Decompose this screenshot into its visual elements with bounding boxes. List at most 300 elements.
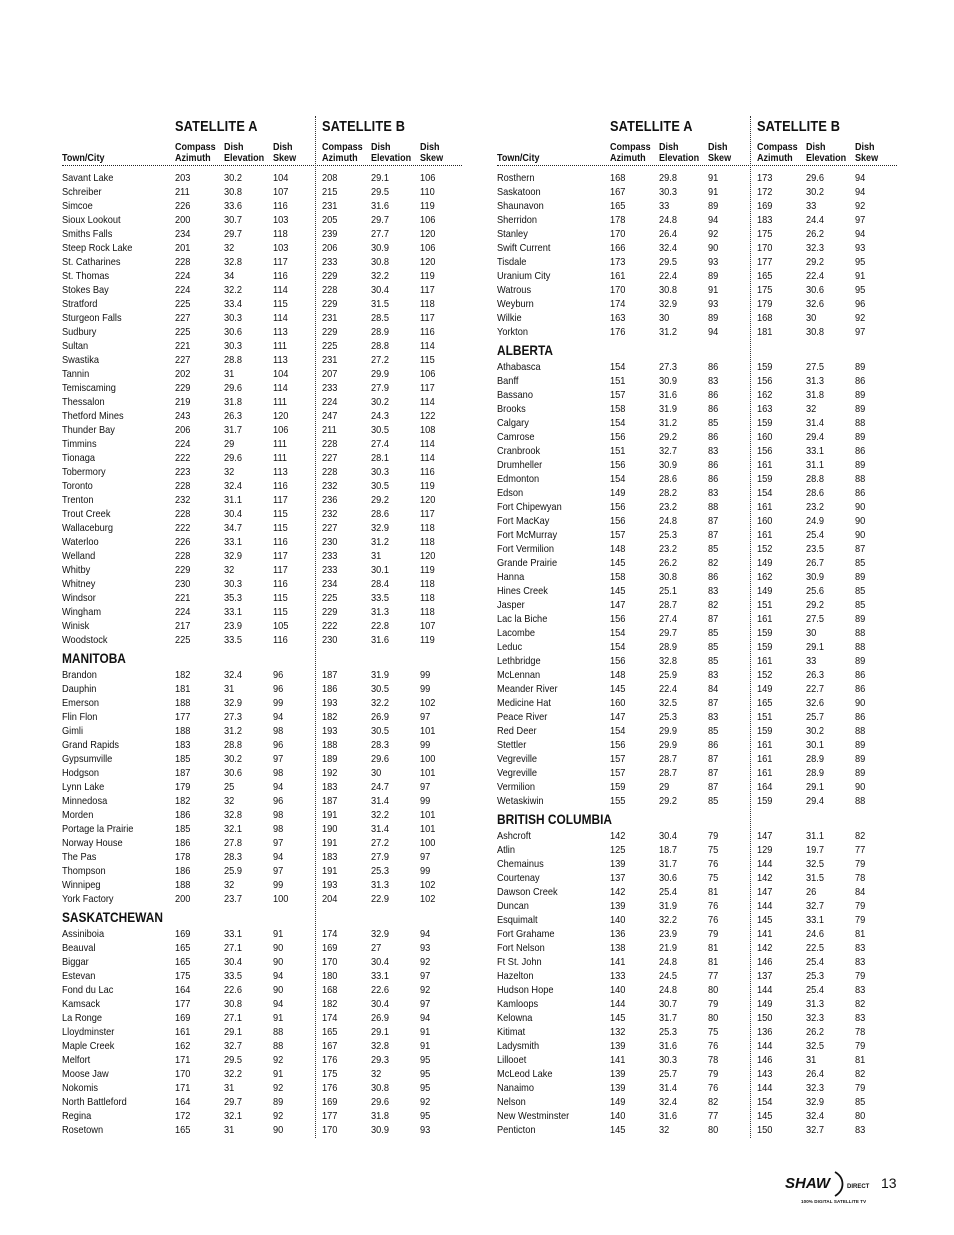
dish-elevation-a: 26.3 (224, 410, 242, 422)
compass-azimuth-b: 233 (322, 382, 338, 394)
town-name: Jasper (497, 599, 525, 611)
town-name: Fort Grahame (497, 928, 555, 940)
town-name: Peace River (497, 711, 548, 723)
dish-skew-a: 81 (708, 956, 719, 968)
dish-elevation-a: 32.9 (224, 550, 242, 562)
dish-elevation-a: 30.6 (224, 767, 242, 779)
dish-skew-a: 92 (708, 228, 719, 240)
dish-elevation-a-header: Dish Elevation (659, 141, 700, 164)
dish-skew-b: 92 (420, 984, 431, 996)
compass-azimuth-a: 136 (610, 928, 626, 940)
dish-skew-b: 89 (855, 431, 866, 443)
town-name: Kamsack (62, 998, 101, 1010)
province-label: BRITISH COLUMBIA (497, 811, 613, 827)
dish-elevation-b: 28.6 (806, 487, 824, 499)
table-row (497, 311, 897, 325)
table-row (497, 955, 897, 969)
dish-elevation-b: 28.1 (371, 452, 389, 464)
dish-skew-b: 97 (855, 214, 866, 226)
town-name: Kitimat (497, 1026, 526, 1038)
compass-azimuth-b: 225 (322, 592, 338, 604)
compass-azimuth-a: 165 (175, 956, 191, 968)
dish-elevation-b: 30.3 (371, 466, 389, 478)
compass-azimuth-b: 211 (322, 424, 337, 436)
dish-skew-a: 88 (273, 1026, 284, 1038)
dish-elevation-b: 30.5 (371, 480, 389, 492)
province-label: MANITOBA (62, 650, 126, 666)
compass-azimuth-a: 224 (175, 284, 191, 296)
dish-skew-b: 97 (420, 781, 431, 793)
dish-skew-a: 75 (708, 872, 719, 884)
dish-elevation-b: 29.6 (806, 172, 824, 184)
compass-azimuth-a: 154 (610, 641, 626, 653)
dish-skew-a: 90 (273, 956, 284, 968)
table-row (497, 654, 897, 668)
table-row (62, 437, 462, 451)
dish-skew-b: 96 (855, 298, 866, 310)
table-row (497, 472, 897, 486)
town-name: Welland (62, 550, 96, 562)
dish-skew-b: 100 (420, 837, 436, 849)
province-label: SASKATCHEWAN (62, 909, 163, 925)
dish-skew-b: 79 (855, 970, 866, 982)
town-name: Stettler (497, 739, 527, 751)
compass-azimuth-b-header: Compass Azimuth (322, 141, 363, 164)
compass-azimuth-b: 137 (757, 970, 773, 982)
dish-elevation-a: 32.8 (659, 655, 677, 667)
town-name: Dawson Creek (497, 886, 558, 898)
dish-skew-a: 92 (273, 1054, 284, 1066)
compass-azimuth-b: 231 (322, 312, 338, 324)
table-row (497, 927, 897, 941)
dish-elevation-b: 24.3 (371, 410, 389, 422)
dish-elevation-b-header: Dish Elevation (371, 141, 412, 164)
dish-elevation-b: 32.2 (371, 270, 389, 282)
table-row (497, 227, 897, 241)
dish-elevation-a: 31.7 (659, 1012, 677, 1024)
dish-elevation-a: 30.6 (659, 872, 677, 884)
compass-azimuth-a: 243 (175, 410, 191, 422)
town-name: Sturgeon Falls (62, 312, 122, 324)
compass-azimuth-a: 168 (610, 172, 626, 184)
dish-elevation-b: 30.2 (806, 725, 824, 737)
compass-azimuth-b: 204 (322, 893, 338, 905)
compass-azimuth-b: 170 (322, 956, 338, 968)
dish-elevation-a: 33.4 (224, 298, 242, 310)
dish-skew-a: 79 (708, 1068, 719, 1080)
dish-elevation-a: 29.7 (224, 228, 242, 240)
dish-elevation-b: 26 (806, 886, 817, 898)
dish-skew-b: 117 (420, 312, 435, 324)
table-row (62, 1095, 462, 1109)
town-name: Winisk (62, 620, 90, 632)
dish-elevation-a: 22.6 (224, 984, 242, 996)
table-row (62, 808, 462, 822)
table-row (497, 402, 897, 416)
town-name: Wallaceburg (62, 522, 114, 534)
dish-skew-b: 92 (855, 312, 866, 324)
dish-elevation-b: 31.4 (371, 795, 389, 807)
table-row (497, 255, 897, 269)
dish-elevation-b: 33 (806, 655, 817, 667)
dish-skew-a: 75 (708, 844, 719, 856)
town-name: Gimli (62, 725, 84, 737)
dish-skew-b: 94 (855, 172, 866, 184)
dish-elevation-a: 29.2 (659, 795, 677, 807)
dish-skew-b: 95 (420, 1110, 431, 1122)
compass-azimuth-b: 229 (322, 326, 338, 338)
dish-elevation-b: 19.7 (806, 844, 824, 856)
compass-azimuth-b: 149 (757, 585, 773, 597)
dish-skew-b: 106 (420, 242, 436, 254)
table-row (62, 255, 462, 269)
satellite-b-title: SATELLITE B (757, 118, 841, 135)
dish-elevation-b: 30.9 (371, 242, 389, 254)
dish-elevation-a: 31.7 (224, 424, 242, 436)
dish-skew-a: 80 (708, 1012, 719, 1024)
town-name: Lacombe (497, 627, 536, 639)
compass-azimuth-a: 221 (175, 340, 191, 352)
compass-azimuth-b: 180 (322, 970, 338, 982)
dish-skew-a: 88 (273, 1040, 284, 1052)
dish-skew-b: 94 (855, 186, 866, 198)
dish-elevation-b: 33.1 (806, 445, 824, 457)
compass-azimuth-b: 175 (757, 284, 773, 296)
compass-azimuth-a: 142 (610, 830, 626, 842)
dish-elevation-a: 30.4 (224, 508, 242, 520)
dish-elevation-a: 25.9 (659, 669, 677, 681)
compass-azimuth-b: 167 (322, 1040, 338, 1052)
table-row (497, 374, 897, 388)
dish-elevation-a: 28.7 (659, 767, 677, 779)
compass-azimuth-a: 156 (610, 739, 626, 751)
compass-azimuth-b: 161 (757, 739, 773, 751)
compass-azimuth-a: 224 (175, 438, 191, 450)
dish-skew-a: 98 (273, 809, 284, 821)
dish-elevation-b: 28.9 (806, 767, 824, 779)
compass-azimuth-a: 188 (175, 879, 191, 891)
table-row (497, 1053, 897, 1067)
compass-azimuth-a: 142 (610, 886, 626, 898)
table-row (62, 241, 462, 255)
dish-skew-b: 83 (855, 1124, 866, 1136)
dish-elevation-a: 32.4 (659, 1096, 677, 1108)
dish-skew-a: 94 (273, 998, 284, 1010)
dish-skew-b: 102 (420, 697, 436, 709)
dish-elevation-a: 26.2 (659, 557, 677, 569)
dish-skew-a: 96 (273, 669, 284, 681)
dish-elevation-b: 27.9 (371, 851, 389, 863)
dish-skew-b: 85 (855, 585, 866, 597)
compass-azimuth-b: 142 (757, 872, 773, 884)
town-name: Fort Chipewyan (497, 501, 562, 513)
dish-skew-b-header: Dish Skew (420, 141, 444, 164)
town-name: Hudson Hope (497, 984, 554, 996)
dish-skew-a: 86 (708, 389, 719, 401)
compass-azimuth-a: 169 (175, 1012, 191, 1024)
province-heading (62, 906, 462, 927)
compass-azimuth-a: 165 (610, 200, 626, 212)
dish-skew-a: 76 (708, 858, 719, 870)
compass-azimuth-b: 224 (322, 396, 338, 408)
compass-azimuth-a: 200 (175, 893, 191, 905)
table-row (62, 479, 462, 493)
compass-azimuth-a: 186 (175, 837, 191, 849)
town-name: Minnedosa (62, 795, 108, 807)
dish-skew-b: 83 (855, 942, 866, 954)
dish-elevation-a: 24.8 (659, 515, 677, 527)
town-name: Athabasca (497, 361, 541, 373)
compass-azimuth-b: 149 (757, 557, 773, 569)
dish-skew-a: 85 (708, 543, 719, 555)
table-row (62, 185, 462, 199)
compass-azimuth-a: 230 (175, 578, 191, 590)
dish-skew-a: 90 (273, 942, 284, 954)
table-row (62, 493, 462, 507)
dish-skew-b: 80 (855, 1110, 866, 1122)
table-row (62, 738, 462, 752)
table-row (62, 367, 462, 381)
compass-azimuth-b: 186 (322, 683, 338, 695)
dish-skew-b: 119 (420, 480, 435, 492)
compass-azimuth-b: 232 (322, 508, 338, 520)
town-name: Banff (497, 375, 519, 387)
compass-azimuth-b: 161 (757, 655, 773, 667)
compass-azimuth-b: 228 (322, 284, 338, 296)
dish-skew-b: 95 (420, 1068, 431, 1080)
compass-azimuth-a: 151 (610, 445, 626, 457)
compass-azimuth-a: 181 (175, 683, 191, 695)
dish-elevation-a: 31 (224, 368, 235, 380)
compass-azimuth-a: 155 (610, 795, 626, 807)
dish-skew-b: 90 (855, 515, 866, 527)
town-name: Swift Current (497, 242, 551, 254)
dish-skew-a: 85 (708, 795, 719, 807)
compass-azimuth-a: 145 (610, 557, 626, 569)
dish-skew-b: 86 (855, 711, 866, 723)
dish-skew-a: 94 (708, 214, 719, 226)
compass-azimuth-b: 215 (322, 186, 338, 198)
dish-skew-a: 91 (708, 186, 719, 198)
dish-skew-a: 85 (708, 417, 719, 429)
dish-skew-a: 79 (708, 998, 719, 1010)
dish-skew-b: 99 (420, 669, 431, 681)
dish-elevation-b: 31.1 (806, 459, 824, 471)
table-row (497, 171, 897, 185)
dish-elevation-b: 24.4 (806, 214, 824, 226)
compass-azimuth-a: 141 (610, 956, 626, 968)
town-name: Tisdale (497, 256, 527, 268)
town-name: Brandon (62, 669, 97, 681)
table-row (497, 1095, 897, 1109)
compass-azimuth-b: 188 (322, 739, 338, 751)
compass-azimuth-b: 150 (757, 1012, 773, 1024)
dish-elevation-a: 34.7 (224, 522, 242, 534)
dish-elevation-a: 25.3 (659, 529, 677, 541)
dish-skew-b: 77 (855, 844, 866, 856)
compass-azimuth-b: 169 (757, 200, 773, 212)
town-name: Portage la Prairie (62, 823, 134, 835)
satellite-header-row (62, 116, 462, 136)
table-row (62, 339, 462, 353)
table-row (62, 521, 462, 535)
dish-skew-a: 97 (273, 753, 284, 765)
dish-elevation-a: 28.9 (659, 641, 677, 653)
dish-skew-a: 83 (708, 445, 719, 457)
compass-azimuth-b: 149 (757, 998, 773, 1010)
table-row (497, 199, 897, 213)
dish-elevation-b: 27.2 (371, 354, 389, 366)
table-row (497, 1109, 897, 1123)
compass-azimuth-b: 159 (757, 361, 773, 373)
dish-elevation-b: 29.1 (806, 641, 824, 653)
town-name: Waterloo (62, 536, 99, 548)
compass-azimuth-b: 233 (322, 564, 338, 576)
dish-elevation-b: 29.6 (371, 753, 389, 765)
dish-elevation-a: 25.3 (659, 1026, 677, 1038)
town-name: Edson (497, 487, 524, 499)
dish-skew-b: 93 (420, 942, 431, 954)
dish-skew-a: 86 (708, 403, 719, 415)
table-row (62, 353, 462, 367)
dish-skew-b: 97 (855, 326, 866, 338)
dish-elevation-b: 28.6 (371, 508, 389, 520)
dish-elevation-a: 32 (224, 879, 235, 891)
town-name: Whitney (62, 578, 96, 590)
compass-azimuth-a: 139 (610, 858, 626, 870)
dish-skew-b: 89 (855, 753, 866, 765)
dish-elevation-b: 22.4 (806, 270, 824, 282)
compass-azimuth-a: 145 (610, 585, 626, 597)
town-name: Uranium City (497, 270, 551, 282)
dish-elevation-a: 27.1 (224, 942, 242, 954)
compass-azimuth-a: 185 (175, 753, 191, 765)
compass-azimuth-a: 162 (175, 1040, 191, 1052)
dish-elevation-b: 32.7 (806, 1124, 824, 1136)
dish-elevation-b: 30.9 (806, 571, 824, 583)
town-name: Kelowna (497, 1012, 533, 1024)
dish-skew-b: 118 (420, 592, 435, 604)
table-row (62, 577, 462, 591)
table-row (497, 1025, 897, 1039)
dish-elevation-b: 28.8 (806, 473, 824, 485)
compass-azimuth-b: 206 (322, 242, 338, 254)
dish-skew-a: 115 (273, 606, 288, 618)
compass-azimuth-a: 157 (610, 767, 626, 779)
town-name: Trenton (62, 494, 94, 506)
compass-azimuth-b: 232 (322, 480, 338, 492)
compass-azimuth-b: 144 (757, 984, 773, 996)
compass-azimuth-b: 154 (757, 487, 773, 499)
compass-azimuth-a: 159 (610, 781, 626, 793)
dish-skew-a: 104 (273, 172, 289, 184)
compass-azimuth-b: 208 (322, 172, 338, 184)
header-rule (62, 165, 462, 166)
dish-skew-a: 93 (708, 256, 719, 268)
dish-skew-b: 79 (855, 1040, 866, 1052)
dish-skew-b: 83 (855, 956, 866, 968)
dish-elevation-b: 32.5 (806, 1040, 824, 1052)
town-name: Camrose (497, 431, 535, 443)
table-row (62, 983, 462, 997)
compass-azimuth-a: 228 (175, 550, 191, 562)
compass-azimuth-b: 225 (322, 340, 338, 352)
compass-azimuth-b: 174 (322, 928, 338, 940)
town-name: Thessalon (62, 396, 105, 408)
town-name: Ashcroft (497, 830, 531, 842)
dish-elevation-b: 25.3 (371, 865, 389, 877)
dish-skew-a: 77 (708, 970, 719, 982)
table-row (497, 458, 897, 472)
dish-elevation-a: 23.9 (224, 620, 242, 632)
compass-azimuth-a: 156 (610, 613, 626, 625)
town-name: Lac la Biche (497, 613, 548, 625)
table-row (497, 542, 897, 556)
dish-skew-a: 114 (273, 284, 288, 296)
dish-elevation-b: 29.4 (806, 795, 824, 807)
dish-elevation-a: 34 (224, 270, 235, 282)
compass-azimuth-b-header: Compass Azimuth (757, 141, 798, 164)
compass-azimuth-a: 175 (175, 970, 191, 982)
dish-elevation-b: 24.6 (806, 928, 824, 940)
dish-elevation-b: 30 (371, 767, 382, 779)
compass-azimuth-a: 141 (610, 1054, 626, 1066)
dish-elevation-a: 24.5 (659, 970, 677, 982)
table-row (62, 409, 462, 423)
dish-skew-b: 84 (855, 886, 866, 898)
table-row (62, 465, 462, 479)
dish-elevation-a: 24.8 (659, 956, 677, 968)
dish-skew-b: 86 (855, 669, 866, 681)
table-row (497, 283, 897, 297)
dish-elevation-a: 27.4 (659, 613, 677, 625)
dish-elevation-a: 25.9 (224, 865, 242, 877)
dish-elevation-b: 32.3 (806, 1082, 824, 1094)
dish-elevation-b: 32.9 (371, 522, 389, 534)
compass-azimuth-b: 152 (757, 669, 773, 681)
dish-skew-b: 116 (420, 326, 435, 338)
dish-skew-a: 98 (273, 725, 284, 737)
dish-elevation-b: 31.9 (371, 669, 389, 681)
dish-elevation-a: 30.3 (224, 578, 242, 590)
dish-elevation-b: 25.4 (806, 529, 824, 541)
dish-skew-a: 83 (708, 669, 719, 681)
dish-elevation-b: 33.5 (371, 592, 389, 604)
compass-azimuth-a: 169 (175, 928, 191, 940)
table-row (497, 584, 897, 598)
dish-skew-a: 85 (708, 641, 719, 653)
dish-skew-b: 99 (420, 739, 431, 751)
table-row (497, 969, 897, 983)
province-heading (62, 647, 462, 668)
compass-azimuth-b: 183 (322, 781, 338, 793)
town-name: Weyburn (497, 298, 534, 310)
dish-elevation-a: 25 (224, 781, 235, 793)
dish-skew-b: 114 (420, 438, 435, 450)
dish-elevation-a: 28.8 (224, 739, 242, 751)
dish-elevation-b: 32 (371, 1068, 382, 1080)
compass-azimuth-a: 229 (175, 382, 191, 394)
table-row (497, 899, 897, 913)
table-row (497, 780, 897, 794)
dish-skew-b: 120 (420, 256, 436, 268)
compass-azimuth-b: 192 (322, 767, 338, 779)
compass-azimuth-a: 140 (610, 914, 626, 926)
compass-azimuth-b: 144 (757, 900, 773, 912)
town-name: Lethbridge (497, 655, 541, 667)
town-name: Fort McMurray (497, 529, 558, 541)
compass-azimuth-b: 170 (757, 242, 773, 254)
